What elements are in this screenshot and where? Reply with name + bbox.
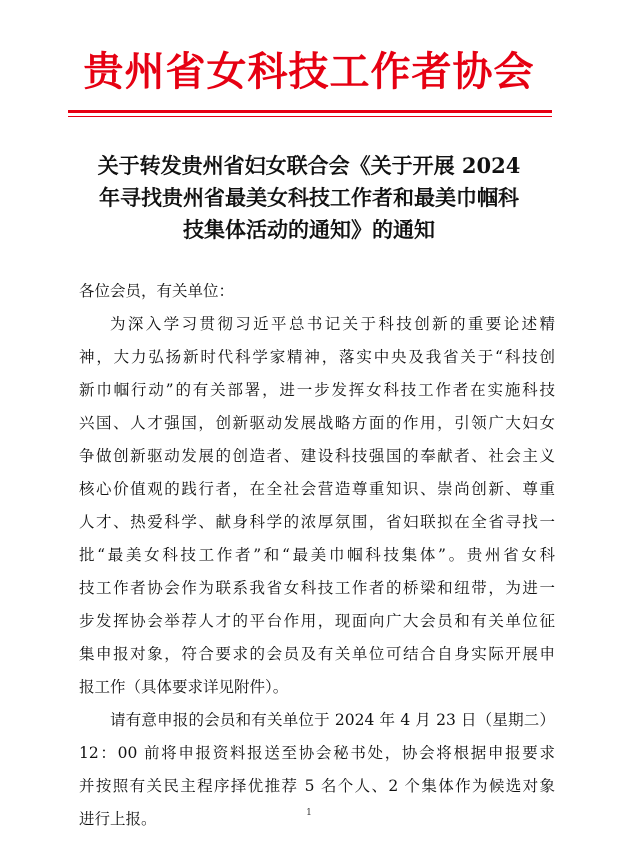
paragraph-1-line: 神，大力弘扬新时代科学家精神，落实中央及我省关于“科技创: [79, 348, 555, 366]
paragraph-1-line: 技工作者协会作为联系我省女科技工作者的桥梁和纽带，为进一: [79, 579, 555, 597]
document-title-line: 关于转发贵州省妇女联合会《关于开展 2024: [97, 153, 521, 178]
paragraph-1-line: 争做创新驱动发展的创造者、建设科技强国的奉献者、社会主义: [79, 447, 555, 465]
page-number: 1: [306, 808, 312, 818]
organization-letterhead: 贵州省女科技工作者协会: [83, 48, 535, 95]
salutation: 各位会员，有关单位：: [79, 282, 235, 300]
letterhead-rule-thick: [68, 110, 552, 113]
letterhead-rule-thin: [68, 116, 552, 117]
paragraph-1-line: 集申报对象，符合要求的会员及有关单位可结合自身实际开展申: [79, 645, 555, 663]
paragraph-1-line: 人才、热爱科学、献身科学的浓厚氛围，省妇联拟在全省寻找一: [79, 513, 555, 531]
paragraph-1-line: 报工作（具体要求详见附件）。: [79, 678, 289, 696]
paragraph-2-line: 并按照有关民主程序择优推荐 5 名个人、2 个集体作为候选对象: [79, 777, 555, 795]
paragraph-2-line: 进行上报。: [79, 810, 157, 828]
paragraph-1-line: 为深入学习贯彻习近平总书记关于科技创新的重要论述精: [110, 315, 555, 333]
paragraph-2-line: 请有意申报的会员和有关单位于 2024 年 4 月 23 日（星期二）: [110, 711, 555, 729]
paragraph-1-line: 兴国、人才强国，创新驱动发展战略方面的作用，引领广大妇女: [79, 414, 555, 432]
paragraph-2-line: 12：00 前将申报资料报送至协会秘书处，协会将根据申报要求: [79, 744, 555, 762]
paragraph-1-line: 核心价值观的践行者，在全社会营造尊重知识、崇尚创新、尊重: [79, 480, 555, 498]
document-title-line: 年寻找贵州省最美女科技工作者和最美巾帼科: [99, 185, 519, 210]
document-title-line: 技集体活动的通知》的通知: [183, 217, 435, 242]
paragraph-1-line: 步发挥协会举荐人才的平台作用，现面向广大会员和有关单位征: [79, 612, 555, 630]
document-body: [79, 275, 555, 836]
document-title: [78, 150, 540, 246]
paragraph-1-line: 新巾帼行动”的有关部署，进一步发挥女科技工作者在实施科技: [79, 381, 555, 399]
paragraph-1-line: 批“最美女科技工作者”和“最美巾帼科技集体”。贵州省女科: [79, 546, 555, 564]
